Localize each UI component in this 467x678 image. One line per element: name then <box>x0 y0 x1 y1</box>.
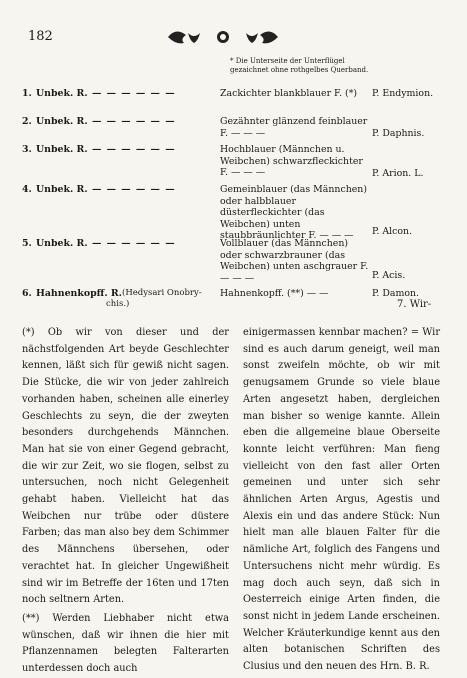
left-column <box>22 325 229 678</box>
top-note: * Die Unterseite der Unterflügel gezaichnet ohne rothgelbes Querband. <box>230 57 369 74</box>
right-column <box>243 325 440 676</box>
catchword: 7. Wir- <box>397 299 432 310</box>
footnote-2: (**) Werden Liebhaber nicht etwa wünschen, daß wir ihnen die hier mit Pflanzennamen belegten Falterarten unterdessen doch auch <box>22 612 229 675</box>
page-number: 182 <box>28 29 53 44</box>
right-column-text: einigermassen kennbar machen? = Wir sind es auch darum geneigt, weil man sonst zweifeln möchte, ob wir mit genugsamem Grunde so viele blaue Arten angesetzt haben, dergleichen man bisher so wenige kannte. Allein eben die allgemeine blaue Oberseite konnte leicht verführen: Man fieng vielleicht von den fast aller Orten gemeinen und unter sich sehr ähnlichen Arten Argus, Agestis und Alexis ein und das andere Stück: Nun hielt man alle blauen Falter für die nämliche Art, folglich des Fangens und Untersuchens nicht mehr würdig. Es mag doch auch seyn, daß sich in Oesterreich einige Arten finden, die sonst nicht in jedem Lande erscheinen. Welcher Kräuterkundige kennt aus den alten botanischen Schriften des Clusius und den neuen des Hrn. B. R. <box>243 327 440 673</box>
footnote-1: (*) Ob wir von dieser und der nächstfolgenden Art beyde Geschlechter kennen, läßt sich für gewiß nicht sagen. Die Stücke, die wir von jeder zahlreich vorhanden haben, scheinen alle einerley Geschlechts zu seyn, die der zweyten besonders durchgehends Männchen. Man hat sie von einer Gegend gebracht, die wir zur Zeit, wo sie flogen, selbst zu untersuchen, noch nicht Gelegenheit gehabt haben. Vielleicht hat das Weibchen nur trübe oder düstere Farben; das man also bey dem Schimmer des Männchens übersehen, oder verachtet hat. In gleicher Ungewißheit sind wir im Betreffe der 16ten und 17ten noch seltnern Arten. <box>22 327 229 606</box>
ornament-icon <box>158 25 288 49</box>
